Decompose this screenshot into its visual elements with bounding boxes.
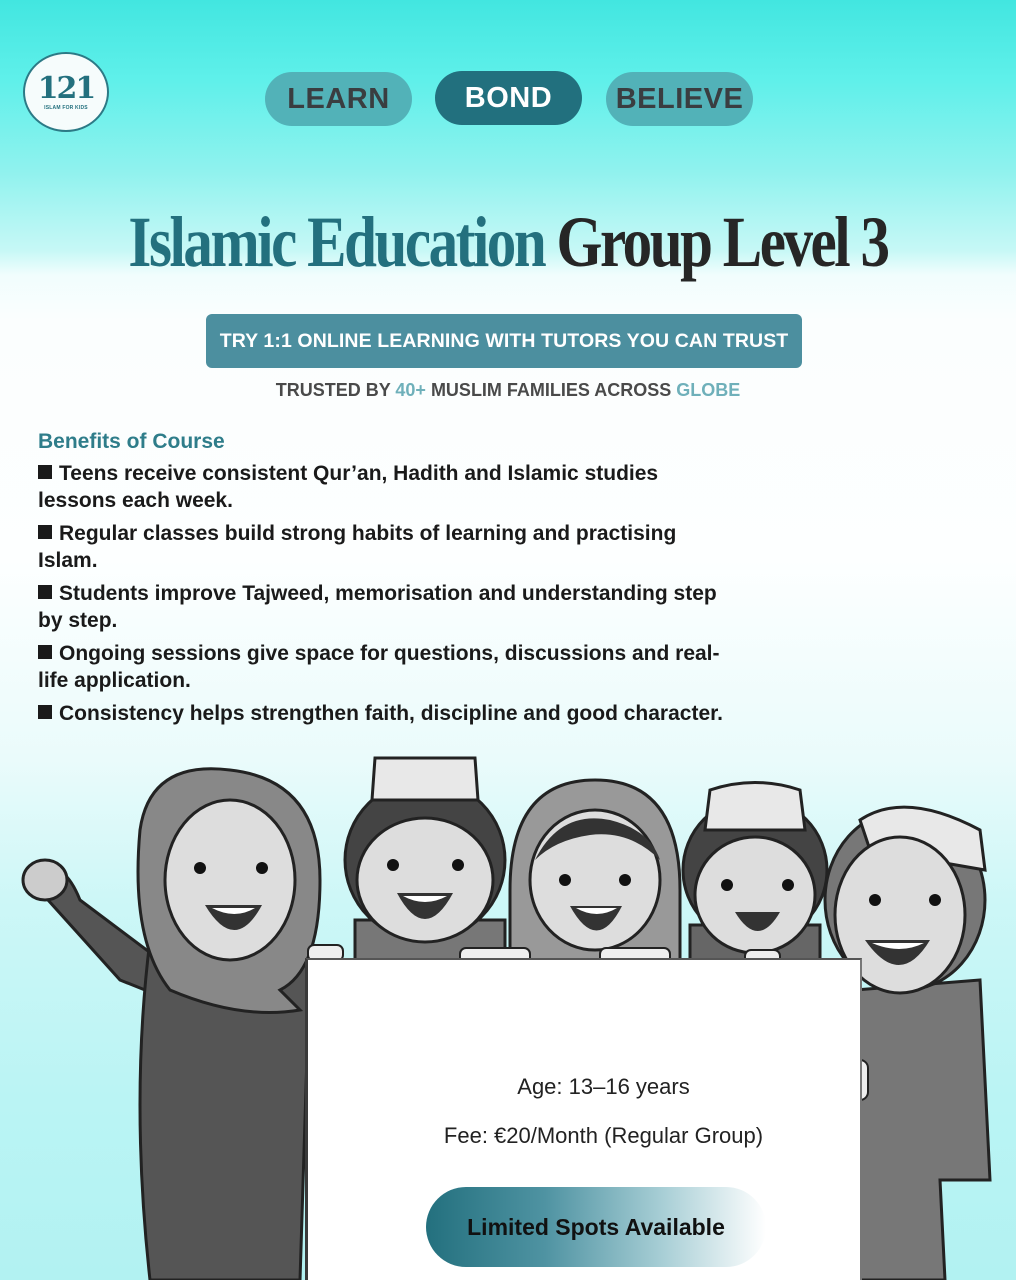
square-bullet-icon — [38, 465, 52, 479]
square-bullet-icon — [38, 525, 52, 539]
title-part-1: Islamic Education — [128, 202, 545, 282]
trust-middle: MUSLIM FAMILIES ACROSS — [425, 380, 677, 400]
benefit-item — [38, 640, 738, 694]
pill-believe[interactable]: BELIEVE — [606, 72, 753, 126]
title-part-2: Group Level 3 — [556, 202, 888, 282]
child-hijab-center-icon — [510, 780, 680, 960]
fee-info: Fee: €20/Month (Regular Group) — [443, 1123, 764, 1148]
square-bullet-icon — [38, 705, 52, 719]
child-cap-icon — [683, 783, 827, 976]
benefit-text: Regular classes build strong habits of learning and practising Islam. — [38, 522, 677, 572]
benefit-item — [38, 520, 738, 574]
pill-learn[interactable]: LEARN — [265, 72, 412, 126]
cta-banner[interactable]: TRY 1:1 ONLINE LEARNING WITH TUTORS YOU CAN TRUST — [206, 314, 802, 368]
benefit-item — [38, 460, 738, 514]
benefit-text: Ongoing sessions give space for questions, discussions and real-life application. — [38, 642, 720, 692]
page-title — [91, 202, 924, 282]
child-cap-icon — [345, 758, 505, 980]
square-bullet-icon — [38, 645, 52, 659]
logo-tagline: ISLAM FOR KIDS — [44, 104, 88, 111]
trust-place: GLOBE — [676, 380, 741, 400]
benefit-text: Consistency helps strengthen faith, discipline and good character. — [59, 702, 723, 725]
benefits-section — [38, 430, 738, 733]
logo-number: 121 — [37, 70, 95, 106]
square-bullet-icon — [38, 585, 52, 599]
benefit-item — [38, 580, 738, 634]
benefit-item — [38, 700, 738, 727]
child-hijab-waving-icon — [23, 769, 320, 1280]
pill-bond[interactable]: BOND — [435, 71, 582, 125]
benefit-text: Students improve Tajweed, memorisation and understanding step by step. — [38, 582, 717, 632]
value-pills — [0, 72, 1016, 126]
benefit-text: Teens receive consistent Qur’an, Hadith and Islamic studies lessons each week. — [38, 462, 659, 512]
trust-line — [0, 380, 1016, 401]
limited-spots-button[interactable]: Limited Spots Available — [426, 1187, 766, 1267]
trust-prefix: TRUSTED BY — [275, 380, 396, 400]
benefits-title: Benefits of Course — [38, 430, 225, 453]
trust-count: 40+ — [395, 380, 426, 400]
age-range: Age: 13–16 years — [517, 1074, 690, 1099]
